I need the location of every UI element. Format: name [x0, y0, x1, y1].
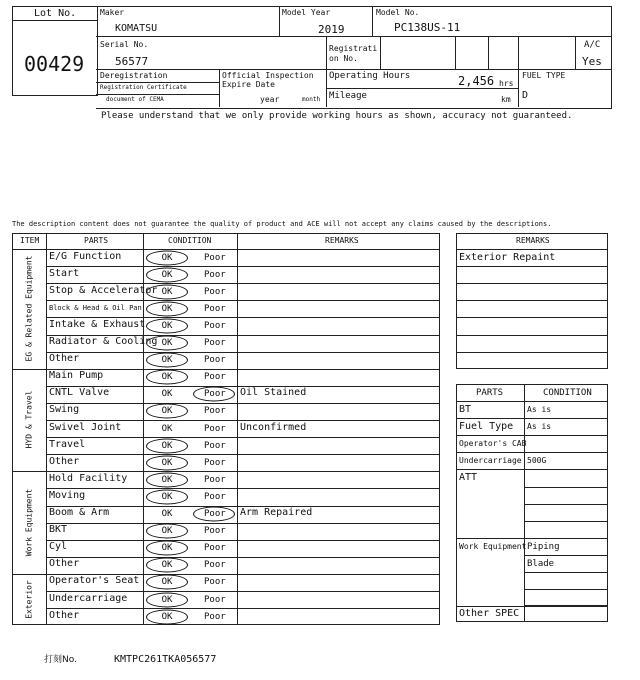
disclaimer-text: The description content does not guarantee the quality of product and ACE will not accept any claims caused by the descriptions.: [12, 220, 552, 228]
att-label: ATT: [459, 472, 478, 484]
condition-ok: OK: [161, 474, 173, 485]
ok-circle-mark: [146, 455, 188, 470]
condition-poor: Poor: [204, 594, 226, 605]
condition-ok: OK: [161, 594, 173, 605]
ok-circle-mark: [146, 336, 188, 351]
part-label: Intake & Exhaust: [49, 318, 146, 330]
work-equipment-label: Work Equipment: [459, 541, 527, 551]
condition-ok: OK: [161, 355, 173, 366]
mileage-unit: km: [501, 95, 511, 104]
part-label: Cyl: [49, 541, 68, 553]
condition-ok: OK: [161, 338, 173, 349]
model-year-value: 2019: [318, 23, 345, 36]
condition-poor: Poor: [204, 269, 226, 280]
condition-ok: OK: [161, 526, 173, 537]
lot-no-label: Lot No.: [34, 8, 77, 19]
condition-poor: Poor: [204, 560, 226, 571]
right-condition-value: As is: [527, 422, 552, 432]
condition-ok: OK: [161, 389, 173, 400]
ok-circle-mark: [146, 370, 188, 385]
condition-poor: Poor: [204, 491, 226, 502]
inspection-label: Official Inspection Expire Date: [222, 71, 314, 89]
deregistration-label: Deregistration: [100, 71, 168, 80]
group-label: HYD & Travel: [24, 390, 34, 449]
mileage-label: Mileage: [329, 91, 367, 101]
year-label: year: [260, 95, 280, 104]
condition-poor: Poor: [204, 423, 226, 434]
registration-label: Registrati on No.: [329, 44, 378, 63]
stamp-no-label: 打刻No.: [44, 655, 77, 665]
right-remark-line: Exterior Repaint: [459, 252, 556, 263]
maker-label: Maker: [100, 8, 125, 17]
part-label: Other: [49, 558, 80, 570]
part-label: Operator's Seat: [49, 575, 140, 587]
part-label: Swing: [49, 404, 80, 416]
ok-circle-mark: [146, 609, 188, 624]
fuel-type-value: D: [522, 90, 529, 101]
right-condition-title: CONDITION: [543, 388, 592, 398]
hours-notice: Please understand that we only provide working hours as shown, accuracy not guaranteed.: [101, 111, 573, 121]
part-label: Radiator & Cooling: [49, 336, 158, 348]
condition-poor: Poor: [204, 611, 226, 622]
condition-poor: Poor: [204, 406, 226, 417]
col-condition-header: CONDITION: [168, 236, 212, 245]
ok-circle-mark: [146, 267, 188, 282]
serial-label: Serial No.: [100, 40, 149, 49]
condition-ok: OK: [161, 423, 173, 434]
condition-ok: OK: [161, 611, 173, 622]
hours-unit: hrs: [499, 79, 514, 88]
right-condition-value: As is: [527, 405, 552, 414]
ok-circle-mark: [146, 524, 188, 539]
remark-text: Unconfirmed: [240, 421, 307, 433]
condition-poor: Poor: [204, 509, 226, 520]
condition-ok: OK: [161, 543, 173, 554]
part-label: Moving: [49, 489, 86, 501]
part-label: Stop & Accelerator: [49, 284, 158, 296]
condition-poor: Poor: [204, 355, 226, 366]
condition-poor: Poor: [204, 577, 226, 588]
remark-text: Oil Stained: [240, 387, 307, 399]
condition-ok: OK: [161, 457, 173, 468]
registration-certificate-label: Registration Certificate: [100, 84, 187, 91]
condition-poor: Poor: [204, 457, 226, 468]
model-year-label: Model Year: [282, 8, 331, 17]
operating-hours-value: 2,456: [458, 74, 495, 88]
ac-label: A/C: [584, 40, 601, 50]
ok-circle-mark: [146, 592, 188, 607]
part-label: CNTL Valve: [49, 387, 110, 399]
right-part-label: Undercarriage: [459, 456, 522, 466]
part-label: Other: [49, 609, 80, 621]
ok-circle-mark: [146, 250, 188, 265]
part-label: Hold Facility: [49, 472, 128, 484]
group-label: Work Equipment: [24, 488, 34, 556]
ok-circle-mark: [146, 438, 188, 453]
condition-ok: OK: [161, 406, 173, 417]
condition-ok: OK: [161, 269, 173, 280]
ok-circle-mark: [146, 284, 188, 299]
part-label: Main Pump: [49, 370, 104, 382]
fuel-type-label: FUEL TYPE: [522, 71, 566, 80]
condition-poor: Poor: [204, 252, 226, 263]
ok-circle-mark: [146, 404, 188, 419]
condition-ok: OK: [161, 252, 173, 263]
part-label: E/G Function: [49, 250, 122, 262]
condition-ok: OK: [161, 320, 173, 331]
stamp-no-value: KMTPC261TKA056577: [114, 654, 217, 665]
part-label: Undercarriage: [49, 592, 128, 604]
condition-ok: OK: [161, 440, 173, 451]
ok-circle-mark: [146, 489, 188, 504]
condition-ok: OK: [161, 303, 173, 314]
poor-circle-mark: [193, 387, 235, 402]
condition-poor: Poor: [204, 543, 226, 554]
condition-ok: OK: [161, 509, 173, 520]
condition-poor: Poor: [204, 474, 226, 485]
maker-value: KOMATSU: [115, 23, 158, 34]
part-label: BKT: [49, 524, 68, 536]
condition-poor: Poor: [204, 372, 226, 383]
right-part-label: Fuel Type: [459, 421, 514, 433]
part-label: Block & Head & Oil Pan: [49, 303, 142, 312]
ok-circle-mark: [146, 472, 188, 487]
model-no-value: PC138US-11: [394, 21, 461, 34]
ok-circle-mark: [146, 318, 188, 333]
condition-poor: Poor: [204, 389, 226, 400]
ok-circle-mark: [146, 558, 188, 573]
condition-poor: Poor: [204, 320, 226, 331]
ok-circle-mark: [146, 301, 188, 316]
condition-poor: Poor: [204, 286, 226, 297]
work-equipment-value: Blade: [527, 558, 555, 569]
ok-circle-mark: [146, 575, 188, 590]
poor-circle-mark: [193, 507, 235, 522]
part-label: Boom & Arm: [49, 507, 110, 519]
group-label: EG & Related Equipment: [24, 255, 34, 362]
operating-hours-label: Operating Hours: [329, 71, 411, 81]
part-label: Start: [49, 267, 80, 279]
col-remarks-header: REMARKS: [325, 236, 359, 245]
other-spec-label: Other SPEC: [459, 608, 520, 619]
condition-ok: OK: [161, 560, 173, 571]
month-label: month: [302, 96, 321, 103]
ac-value: Yes: [582, 55, 602, 68]
part-label: Swivel Joint: [49, 421, 122, 433]
remark-text: Arm Repaired: [240, 507, 313, 519]
right-condition-value: 500G: [527, 456, 547, 466]
condition-ok: OK: [161, 577, 173, 588]
group-label: Exterior: [24, 579, 34, 619]
right-part-label: BT: [459, 404, 472, 415]
cema-document-label: document of CEMA: [106, 96, 164, 103]
condition-ok: OK: [161, 372, 173, 383]
part-label: Other: [49, 455, 80, 467]
serial-value: 56577: [115, 55, 149, 68]
condition-poor: Poor: [204, 440, 226, 451]
right-part-label: Operator's CAB: [459, 439, 527, 449]
right-remarks-title: REMARKS: [516, 236, 550, 245]
work-equipment-value: Piping: [527, 541, 560, 552]
lot-no-value: 00429: [24, 52, 85, 76]
condition-poor: Poor: [204, 526, 226, 537]
part-label: Other: [49, 353, 80, 365]
ok-circle-mark: [146, 353, 188, 368]
condition-ok: OK: [161, 491, 173, 502]
col-parts-header: PARTS: [84, 236, 109, 245]
condition-poor: Poor: [204, 338, 226, 349]
ok-circle-mark: [146, 541, 188, 556]
model-no-label: Model No.: [376, 8, 420, 17]
condition-poor: Poor: [204, 303, 226, 314]
part-label: Travel: [49, 438, 86, 450]
right-parts-title: PARTS: [476, 388, 504, 398]
col-item-header: ITEM: [20, 236, 40, 245]
condition-ok: OK: [161, 286, 173, 297]
